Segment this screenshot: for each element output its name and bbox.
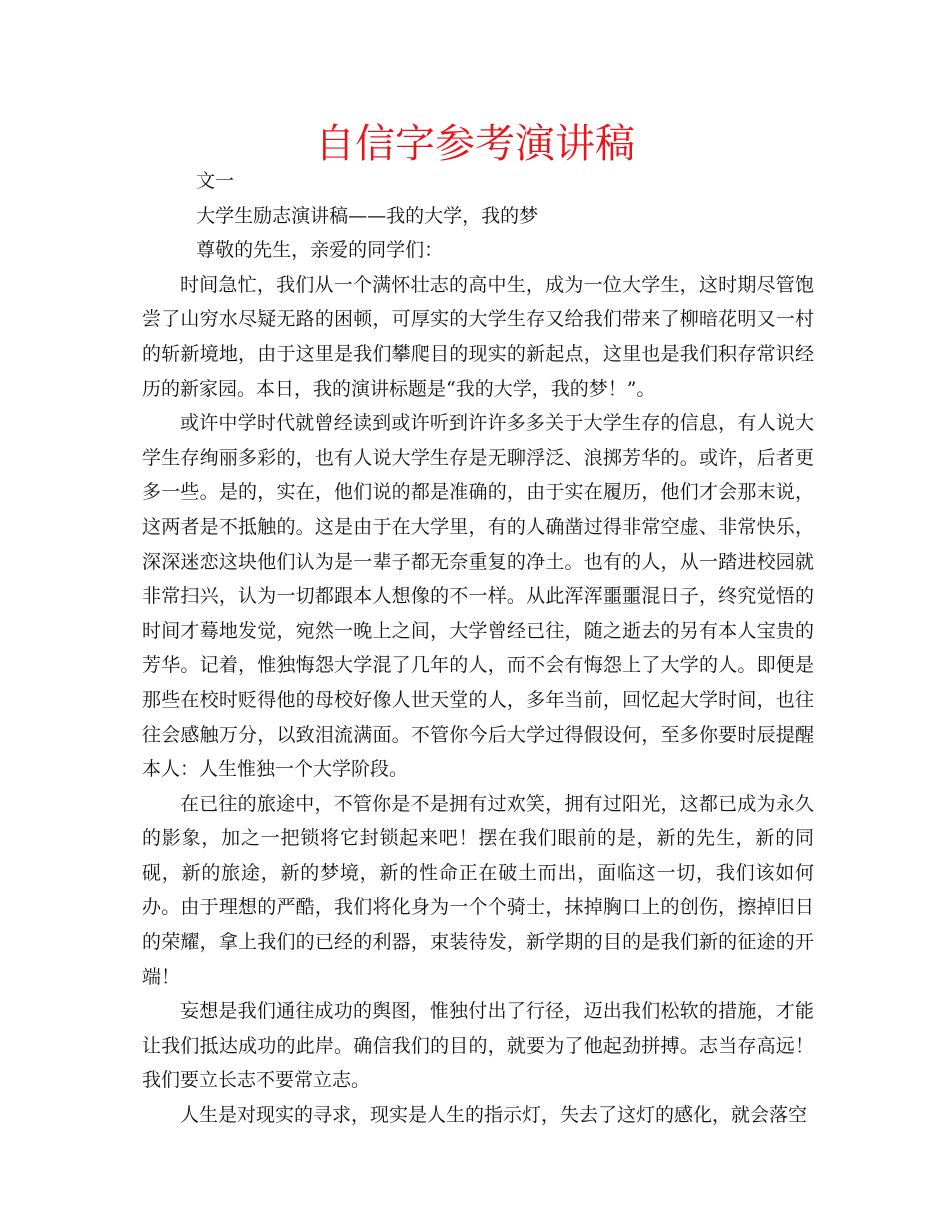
paragraph: 或许中学时代就曾经读到或许听到许许多多关于大学生存的信息，有人说大学生存绚丽多彩的，也有人说大学生存是无聊浮泛、浪掷芳华的。或许，后者更多一些。是的，实在，他们说的都是准确的，由于实在履历，他们才会那末说，这两者是不抵触的。这是由于在大学里，有的人确凿过得非常空虚、非常快乐，深深迷恋这块他们认为是一辈子都无奈重复的净土。也有的人，从一踏进校园就非常扫兴，认为一切都跟本人想像的不一样。从此浑浑噩噩混日子，终究觉悟的时间才蓦地发觉，宛然一晚上之间，大学曾经已往，随之逝去的另有本人宝贵的芳华。记着，惟独悔怨大学混了几年的人，而不会有悔怨上了大学的人。即便是那些在校时贬得他的母校好像人世天堂的人，多年当前，回忆起大学时间，也往往会感触万分，以致泪流满面。不管你今后大学过得假设何，至多你要时辰提醒本人：人生惟独一个大学阶段。 bbox=[142, 412, 814, 781]
document-title: 自信字参考演讲稿 bbox=[315, 121, 635, 167]
doc-label: 文一 bbox=[196, 170, 235, 192]
speech-subtitle: 大学生励志演讲稿——我的大学，我的梦 bbox=[196, 204, 539, 227]
paragraph: 时间急忙，我们从一个满怀壮志的高中生，成为一位大学生，这时期尽管饱尝了山穷水尽疑无路的困顿，可厚实的大学生存又给我们带来了柳暗花明又一村的斩新境地，由于这里是我们攀爬目的现实的新起点，这里也是我们积存常识经历的新家园。本日，我的演讲标题是“我的大学，我的梦！”。 bbox=[142, 273, 814, 400]
paragraph: 人生是对现实的寻求，现实是人生的指示灯，失去了这灯的感化，就会落空 bbox=[180, 1104, 808, 1127]
salutation: 尊敬的先生，亲爱的同学们： bbox=[196, 239, 444, 262]
paragraph: 妄想是我们通往成功的舆图，惟独付出了行径，迈出我们松软的措施，才能让我们抵达成功的此岸。确信我们的目的，就要为了他起劲拼搏。志当存高远！我们要立长志不要常立志。 bbox=[142, 1000, 814, 1092]
paragraph: 在已往的旅途中，不管你是不是拥有过欢笑，拥有过阳光，这都已成为永久的影象，加之一把锁将它封锁起来吧！摆在我们眼前的是，新的先生，新的同砚，新的旅途，新的梦境，新的性命正在破土而出，面临这一切，我们该如何办。由于理想的严酷，我们将化身为一个个骑士，抹掉胸口上的创伤，擦掉旧日的荣耀，拿上我们的已经的利器，束装待发，新学期的目的是我们新的征途的开端！ bbox=[142, 792, 814, 988]
document-body bbox=[142, 164, 814, 1133]
